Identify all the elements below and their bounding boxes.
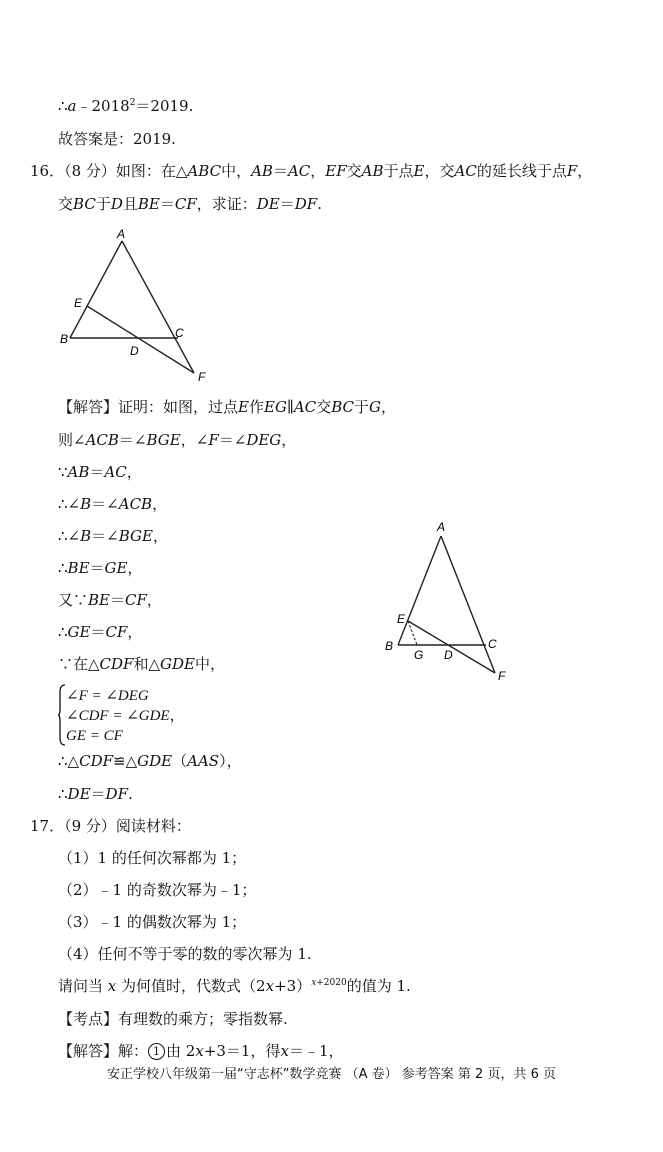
q16-sol-line11: ∴DE＝DF. <box>58 785 133 803</box>
q15-answer: 故答案是：2019. <box>58 130 176 148</box>
q16-sol-line7: 又∵BE＝CF， <box>58 591 162 609</box>
q16-sol-line1: 【解答】证明：如图，过点E作EG∥AC交BC于G， <box>58 398 396 416</box>
q16-sol-line9: ∵在△CDF和△GDE中， <box>58 655 225 673</box>
page-footer: 安正学校八年级第一届“守志杯”数学竞赛 （A 卷） 参考答案 第 2 页，共 6 页 <box>107 1067 556 1082</box>
fig2-dashed-eg <box>408 621 417 645</box>
q17-item-3: （3）﹣1 的偶数次幂为 1； <box>58 913 247 931</box>
q15-result-line: $\therefore a﹣2018^2=2019$. <box>58 97 194 115</box>
q16-sol-line2: 则∠ACB＝∠BGE，∠F＝∠DEG， <box>58 431 297 449</box>
q16-sol-line8: ∴GE＝CF， <box>58 623 143 641</box>
q17-item-4: （4）任何不等于零的数的零次幂为 1. <box>58 945 312 963</box>
system-eq3: GE = CF <box>66 728 123 744</box>
q17-heading: 17．（9 分）阅读材料： <box>30 817 191 835</box>
q16-sol-line5: ∴∠B＝∠BGE， <box>58 527 168 545</box>
system-eq2: ∠CDF = ∠GDE， <box>66 708 185 724</box>
q16-sol-line6: ∴BE＝GE， <box>58 559 143 577</box>
system-eq1: ∠F = ∠DEG <box>66 688 149 704</box>
circled-number: 1 <box>148 1043 165 1060</box>
fig1-label-a: A <box>117 227 126 241</box>
q16-sol-line10: ∴△CDF≌△GDE（AAS）， <box>58 752 242 770</box>
q16-figure-triangle <box>50 225 220 387</box>
system-brace <box>58 684 66 746</box>
q17-item-2: （2）﹣1 的奇数次幂为﹣1； <box>58 881 257 899</box>
fig1-label-b: B <box>60 332 69 346</box>
fig1-label-f: F <box>198 370 206 384</box>
fig2-label-d: D <box>444 648 453 662</box>
q17-item-1: （1）1 的任何次幂都为 1； <box>58 849 247 867</box>
fig2-label-b: B <box>385 639 394 653</box>
fig2-label-a: A <box>437 520 446 534</box>
q17-question: 请问当 x 为何值时，代数式$(2x+3)^{x+2020}$的值为 1. <box>58 977 411 995</box>
fig2-label-f: F <box>498 669 506 683</box>
fig2-segment-ef <box>408 621 495 673</box>
q16-statement-line1: 16．（8 分）如图：在△ABC中，AB＝AC，EF交AB于点E，交AC的延长线于点F， <box>30 162 593 180</box>
q16-solution-figure <box>378 515 528 687</box>
fig1-label-c: C <box>175 326 184 340</box>
fig2-label-c: C <box>488 637 497 651</box>
fig1-label-e: E <box>74 296 83 310</box>
q16-sol-line3: ∵AB＝AC， <box>58 463 142 481</box>
fig2-label-e: E <box>397 612 406 626</box>
fig1-label-d: D <box>130 344 139 358</box>
q16-sol-line4: ∴∠B＝∠ACB， <box>58 495 168 513</box>
fig2-label-g: G <box>414 648 424 662</box>
q17-solution-start: 【解答】解： 1 由 2x+3＝1，得x＝﹣1， <box>58 1042 344 1060</box>
q17-kaodian: 【考点】有理数的乘方；零指数幂. <box>58 1010 288 1028</box>
q16-statement-line2: 交BC于D且BE＝CF，求证：DE＝DF. <box>58 195 322 213</box>
